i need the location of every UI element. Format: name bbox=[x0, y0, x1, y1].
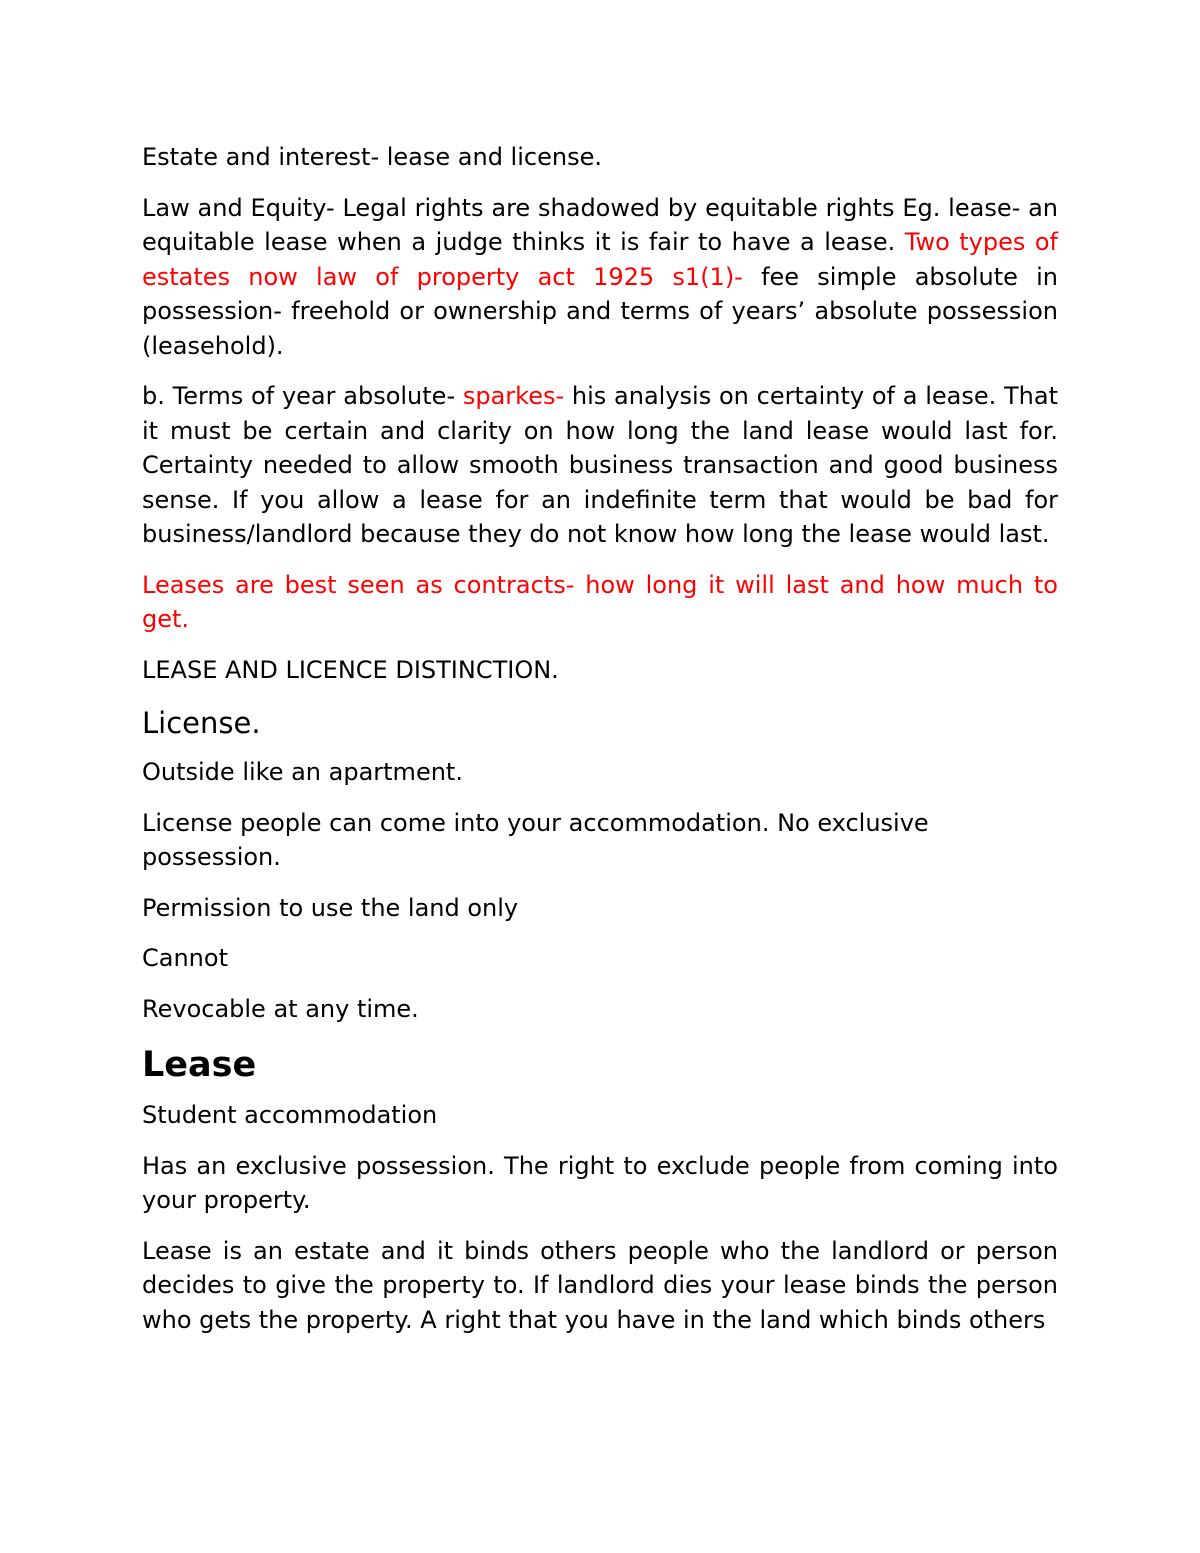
license-item: License people can come into your accommodation. No exclusive possession. bbox=[142, 808, 929, 871]
law-equity-paragraph bbox=[142, 191, 1058, 364]
lease-item: Lease is an estate and it binds others people who the landlord or person decides to give the property to. If landlord dies your lease binds the person who gets the property. A right that you have in the land which binds others bbox=[142, 1236, 1058, 1334]
license-item: Permission to use the land only bbox=[142, 893, 519, 922]
lease-item: Has an exclusive possession. The right to exclude people from coming into your property. bbox=[142, 1151, 1058, 1214]
document-title-line: Estate and interest- lease and license. bbox=[142, 143, 602, 171]
license-item: Cannot bbox=[142, 944, 228, 972]
law-equity-text: Law and Equity- Legal rights are shadowed by equitable rights Eg. lease- an equitable lease when a judge thinks it is fair to have a lease. bbox=[142, 193, 1058, 256]
terms-text: b. Terms of year absolute- bbox=[142, 382, 463, 410]
law-equity-continuation: fee simple absolute in possession- freehold or ownership and terms of years’ absolute possession (leasehold). bbox=[142, 262, 1058, 360]
contracts-paragraph: Leases are best seen as contracts- how long it will last and how much to get. bbox=[142, 570, 1058, 633]
lease-heading: Lease bbox=[142, 1045, 257, 1085]
estates-types-highlight: Two types of estates now law of property act 1925 s1(1)- bbox=[142, 228, 1058, 291]
license-item: Revocable at any time. bbox=[142, 994, 419, 1023]
license-item: Outside like an apartment. bbox=[142, 758, 463, 786]
document-page bbox=[142, 140, 1058, 1353]
terms-paragraph bbox=[142, 379, 1058, 552]
lease-item: Student accommodation bbox=[142, 1101, 438, 1129]
terms-continuation: his analysis on certainty of a lease. That it must be certain and clarity on how long the land lease would last for. Certainty needed to allow smooth business transaction and good business sense. If you allow a lease for an indefinite term that would be bad for business/landlord because they do not know how long the lease would last. bbox=[142, 382, 1058, 548]
distinction-heading: LEASE AND LICENCE DISTINCTION. bbox=[142, 655, 559, 684]
license-heading: License. bbox=[142, 706, 261, 740]
sparkes-highlight: sparkes- bbox=[462, 382, 565, 410]
